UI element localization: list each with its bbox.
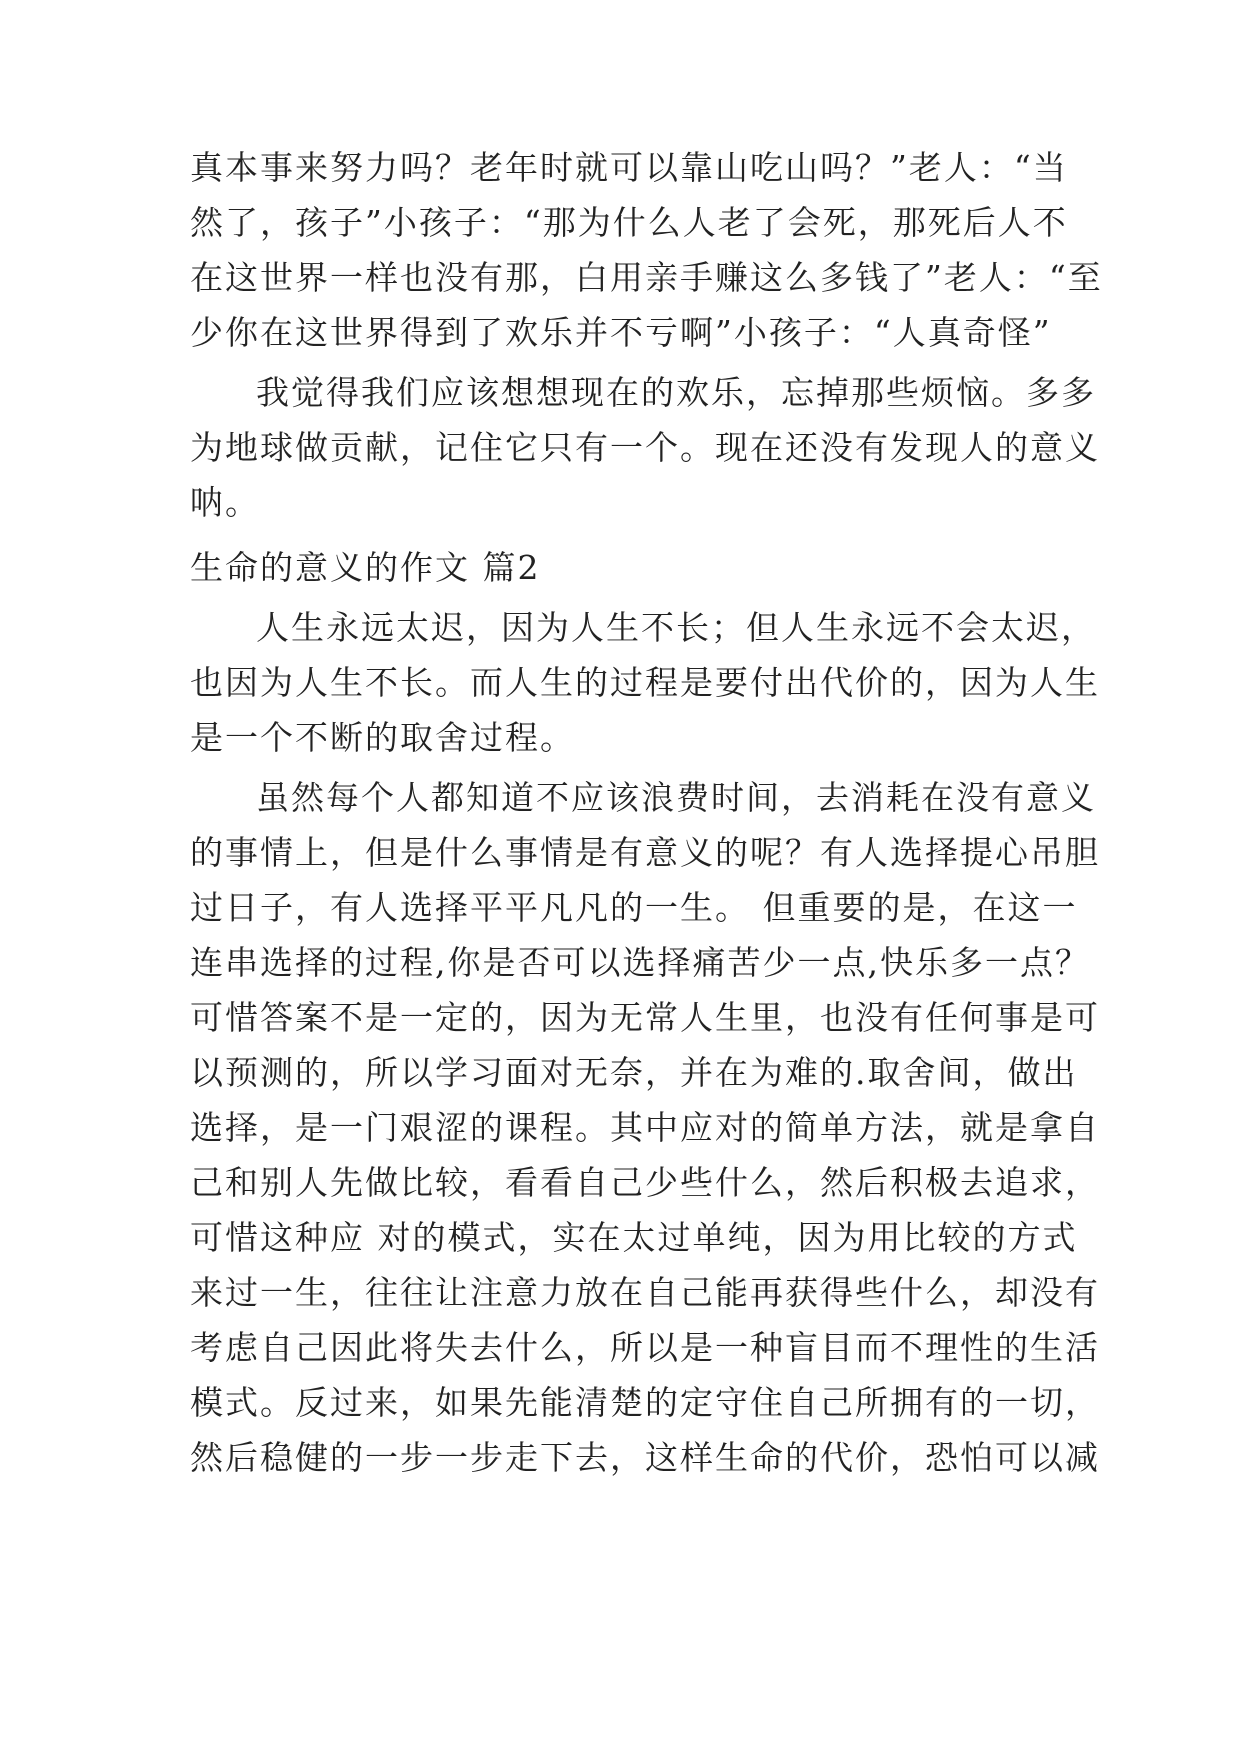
paragraph-2-line-1: 我觉得我们应该想想现在的欢乐，忘掉那些烦恼。多多 [256, 373, 1096, 412]
paragraph-2-line-2: 为地球做贡献，记住它只有一个。现在还没有发现人的意义 [190, 428, 1100, 467]
paragraph-4-line-4: 连串选择的过程,你是否可以选择痛苦少一点,快乐多一点？ [190, 943, 1090, 982]
paragraph-4-line-11: 考虑自己因此将失去什么，所以是一种盲目而不理性的生活 [190, 1328, 1100, 1367]
paragraph-1-line-2: 然了，孩子”小孩子：“那为什么人老了会死，那死后人不 [190, 203, 1068, 242]
paragraph-2-line-3: 呐。 [190, 483, 260, 522]
section-heading: 生命的意义的作文 篇2 [190, 548, 541, 587]
paragraph-4-line-13: 然后稳健的一步一步走下去，这样生命的代价，恐怕可以减 [190, 1438, 1100, 1477]
paragraph-4-line-8: 己和别人先做比较，看看自己少些什么，然后积极去追求， [190, 1163, 1100, 1202]
paragraph-4-line-5: 可惜答案不是一定的，因为无常人生里，也没有任何事是可 [190, 998, 1100, 1037]
paragraph-4-line-7: 选择，是一门艰涩的课程。其中应对的简单方法，就是拿自 [190, 1108, 1100, 1147]
paragraph-4-line-9: 可惜这种应 对的模式，实在太过单纯，因为用比较的方式 [190, 1218, 1078, 1257]
paragraph-3-line-3: 是一个不断的取舍过程。 [190, 718, 575, 757]
paragraph-4-line-6: 以预测的，所以学习面对无奈，并在为难的.取舍间，做出 [190, 1053, 1078, 1092]
paragraph-1-line-3: 在这世界一样也没有那，白用亲手赚这么多钱了”老人：“至 [190, 258, 1103, 297]
paragraph-1-line-4: 少你在这世界得到了欢乐并不亏啊”小孩子：“人真奇怪” [190, 313, 1052, 352]
paragraph-3-line-2: 也因为人生不长。而人生的过程是要付出代价的，因为人生 [190, 663, 1100, 702]
paragraph-1-line-1: 真本事来努力吗？老年时就可以靠山吃山吗？”老人：“当 [190, 148, 1068, 187]
paragraph-3-line-1: 人生永远太迟，因为人生不长；但人生永远不会太迟， [256, 608, 1096, 647]
paragraph-4-line-3: 过日子，有人选择平平凡凡的一生。 但重要的是，在这一 [190, 888, 1078, 927]
paragraph-4-line-12: 模式。反过来，如果先能清楚的定守住自己所拥有的一切， [190, 1383, 1100, 1422]
paragraph-4-line-2: 的事情上，但是什么事情是有意义的呢？有人选择提心吊胆 [190, 833, 1100, 872]
paragraph-4-line-1: 虽然每个人都知道不应该浪费时间，去消耗在没有意义 [256, 778, 1096, 817]
paragraph-4-line-10: 来过一生，往往让注意力放在自己能再获得些什么，却没有 [190, 1273, 1100, 1312]
